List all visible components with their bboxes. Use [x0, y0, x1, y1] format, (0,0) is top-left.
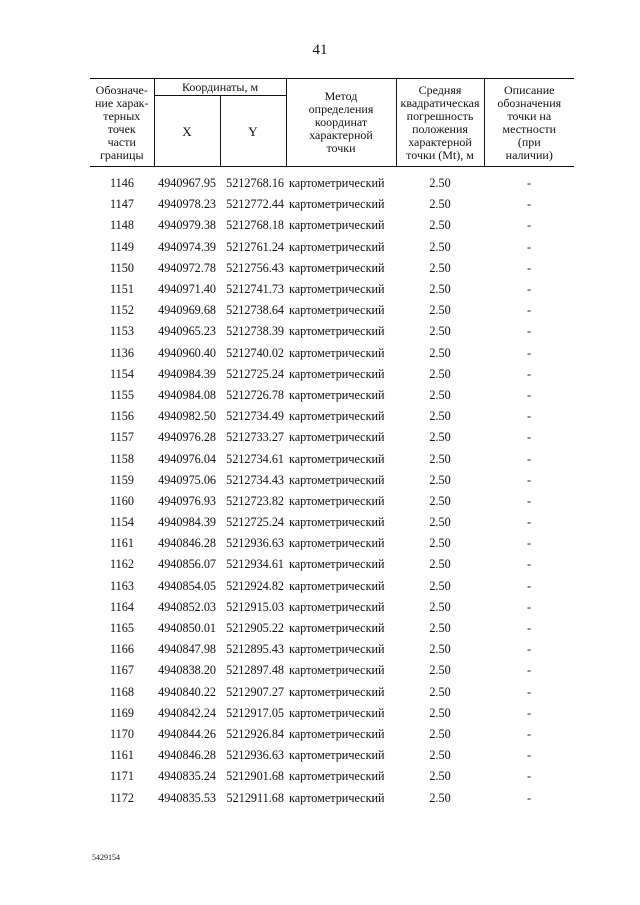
- table-row: [90, 300, 574, 321]
- cell-error: 2.50: [429, 578, 451, 593]
- cell-point-id: 1163: [110, 578, 134, 593]
- cell-y: 5212734.49: [226, 409, 284, 424]
- cell-x: 4940844.26: [158, 726, 216, 741]
- cell-point-id: 1151: [110, 282, 134, 297]
- cell-y: 5212911.68: [226, 790, 284, 805]
- cell-description: -: [526, 493, 532, 508]
- table-row: [90, 258, 574, 279]
- cell-error: 2.50: [429, 663, 451, 678]
- cell-method: картометрический: [289, 726, 385, 741]
- cell-x: 4940984.08: [158, 387, 216, 402]
- header-point-id: Обозначе- ние харак- терных точек части границы: [90, 79, 154, 167]
- cell-method: картометрический: [289, 239, 385, 254]
- cell-x: 4940969.68: [158, 303, 216, 318]
- cell-error: 2.50: [429, 557, 451, 572]
- cell-point-id: 1166: [110, 642, 134, 657]
- cell-method: картометрический: [289, 345, 385, 360]
- cell-point-id: 1161: [110, 748, 134, 763]
- cell-method: картометрический: [289, 493, 385, 508]
- cell-point-id: 1148: [110, 218, 134, 233]
- cell-error: 2.50: [429, 515, 451, 530]
- table-row: [90, 745, 574, 766]
- cell-x: 4940984.39: [158, 515, 216, 530]
- cell-error: 2.50: [429, 493, 451, 508]
- table-row: [90, 385, 574, 406]
- cell-error: 2.50: [429, 239, 451, 254]
- cell-x: 4940982.50: [158, 409, 216, 424]
- cell-method: картометрический: [289, 536, 385, 551]
- table-row: [90, 576, 574, 597]
- cell-error: 2.50: [429, 599, 451, 614]
- table-row: [90, 682, 574, 703]
- cell-y: 5212740.02: [226, 345, 284, 360]
- header-error: Средняя квадратическая погрешность положения характерной точки (Mt), м: [396, 79, 484, 167]
- cell-error: 2.50: [429, 176, 451, 191]
- table-row: [90, 167, 574, 195]
- cell-description: -: [526, 324, 532, 339]
- cell-method: картометрический: [289, 515, 385, 530]
- cell-error: 2.50: [429, 366, 451, 381]
- cell-y: 5212734.43: [226, 472, 284, 487]
- cell-error: 2.50: [429, 387, 451, 402]
- table-row: [90, 597, 574, 618]
- cell-description: -: [526, 451, 532, 466]
- cell-error: 2.50: [429, 705, 451, 720]
- cell-point-id: 1150: [110, 260, 134, 275]
- header-y: Y: [220, 96, 286, 167]
- cell-method: картометрический: [289, 303, 385, 318]
- header-method: Метод определения координат характерной точки: [286, 79, 396, 167]
- cell-point-id: 1167: [110, 663, 134, 678]
- cell-method: картометрический: [289, 282, 385, 297]
- cell-y: 5212723.82: [226, 493, 284, 508]
- table-row: [90, 724, 574, 745]
- cell-method: картометрический: [289, 790, 385, 805]
- table-row: [90, 618, 574, 639]
- cell-y: 5212936.63: [226, 748, 284, 763]
- cell-method: картометрический: [289, 642, 385, 657]
- cell-y: 5212936.63: [226, 536, 284, 551]
- table-body: [90, 167, 574, 809]
- cell-x: 4940840.22: [158, 684, 216, 699]
- cell-error: 2.50: [429, 260, 451, 275]
- cell-error: 2.50: [429, 472, 451, 487]
- boundary-points-table: [90, 78, 574, 809]
- cell-x: 4940856.07: [158, 557, 216, 572]
- cell-method: картометрический: [289, 387, 385, 402]
- cell-x: 4940846.28: [158, 536, 216, 551]
- cell-point-id: 1160: [110, 493, 134, 508]
- cell-description: -: [526, 769, 532, 784]
- cell-x: 4940967.95: [158, 176, 216, 191]
- table-row: [90, 703, 574, 724]
- table-row: [90, 406, 574, 427]
- cell-x: 4940842.24: [158, 705, 216, 720]
- header-x: X: [154, 96, 220, 167]
- cell-x: 4940835.53: [158, 790, 216, 805]
- cell-method: картометрический: [289, 663, 385, 678]
- cell-description: -: [526, 197, 532, 212]
- table-row: [90, 237, 574, 258]
- cell-description: -: [526, 578, 532, 593]
- cell-y: 5212738.64: [226, 303, 284, 318]
- cell-y: 5212901.68: [226, 769, 284, 784]
- cell-method: картометрический: [289, 197, 385, 212]
- table-row: [90, 321, 574, 342]
- cell-x: 4940847.98: [158, 642, 216, 657]
- cell-error: 2.50: [429, 536, 451, 551]
- cell-x: 4940838.20: [158, 663, 216, 678]
- cell-description: -: [526, 599, 532, 614]
- cell-error: 2.50: [429, 748, 451, 763]
- cell-method: картометрический: [289, 366, 385, 381]
- cell-error: 2.50: [429, 345, 451, 360]
- cell-description: -: [526, 536, 532, 551]
- table-header: [90, 79, 574, 167]
- cell-y: 5212733.27: [226, 430, 284, 445]
- table-row: [90, 554, 574, 575]
- cell-error: 2.50: [429, 621, 451, 636]
- document-code: 5429154: [92, 853, 120, 862]
- cell-description: -: [526, 642, 532, 657]
- cell-method: картометрический: [289, 578, 385, 593]
- cell-y: 5212768.18: [226, 218, 284, 233]
- cell-error: 2.50: [429, 684, 451, 699]
- cell-description: -: [526, 260, 532, 275]
- cell-description: -: [526, 282, 532, 297]
- cell-error: 2.50: [429, 324, 451, 339]
- cell-description: -: [526, 621, 532, 636]
- cell-x: 4940852.03: [158, 599, 216, 614]
- cell-point-id: 1165: [110, 621, 134, 636]
- cell-point-id: 1170: [110, 726, 134, 741]
- cell-description: -: [526, 790, 532, 805]
- cell-x: 4940835.24: [158, 769, 216, 784]
- cell-y: 5212725.24: [226, 515, 284, 530]
- table-row: [90, 194, 574, 215]
- cell-description: -: [526, 366, 532, 381]
- cell-y: 5212761.24: [226, 239, 284, 254]
- cell-y: 5212917.05: [226, 705, 284, 720]
- cell-error: 2.50: [429, 218, 451, 233]
- table-row: [90, 448, 574, 469]
- cell-point-id: 1156: [110, 409, 134, 424]
- cell-method: картометрический: [289, 451, 385, 466]
- cell-x: 4940960.40: [158, 345, 216, 360]
- header-description: Описание обозначения точки на местности (при наличии): [484, 79, 574, 167]
- cell-method: картометрический: [289, 430, 385, 445]
- cell-y: 5212725.24: [226, 366, 284, 381]
- header-coordinates-group: Координаты, м: [154, 79, 286, 96]
- cell-method: картометрический: [289, 176, 385, 191]
- cell-description: -: [526, 472, 532, 487]
- cell-y: 5212897.48: [226, 663, 284, 678]
- cell-x: 4940965.23: [158, 324, 216, 339]
- table-row: [90, 343, 574, 364]
- cell-description: -: [526, 663, 532, 678]
- table-row: [90, 660, 574, 681]
- cell-point-id: 1147: [110, 197, 134, 212]
- cell-y: 5212768.16: [226, 176, 284, 191]
- table-row: [90, 491, 574, 512]
- cell-y: 5212926.84: [226, 726, 284, 741]
- cell-x: 4940972.78: [158, 260, 216, 275]
- cell-x: 4940978.23: [158, 197, 216, 212]
- table-row: [90, 364, 574, 385]
- cell-description: -: [526, 430, 532, 445]
- cell-point-id: 1171: [110, 769, 134, 784]
- cell-point-id: 1154: [110, 515, 134, 530]
- cell-description: -: [526, 748, 532, 763]
- cell-method: картометрический: [289, 769, 385, 784]
- cell-point-id: 1155: [110, 387, 134, 402]
- cell-x: 4940974.39: [158, 239, 216, 254]
- table-row: [90, 215, 574, 236]
- table-row: [90, 639, 574, 660]
- cell-description: -: [526, 557, 532, 572]
- cell-point-id: 1158: [110, 451, 134, 466]
- cell-point-id: 1146: [110, 176, 134, 191]
- cell-description: -: [526, 409, 532, 424]
- cell-method: картометрический: [289, 705, 385, 720]
- cell-y: 5212756.43: [226, 260, 284, 275]
- table-row: [90, 279, 574, 300]
- cell-y: 5212907.27: [226, 684, 284, 699]
- cell-x: 4940846.28: [158, 748, 216, 763]
- cell-method: картометрический: [289, 409, 385, 424]
- cell-point-id: 1169: [110, 705, 134, 720]
- cell-description: -: [526, 705, 532, 720]
- cell-y: 5212905.22: [226, 621, 284, 636]
- cell-y: 5212738.39: [226, 324, 284, 339]
- cell-x: 4940975.06: [158, 472, 216, 487]
- cell-error: 2.50: [429, 303, 451, 318]
- table-row: [90, 787, 574, 808]
- table-row: [90, 766, 574, 787]
- cell-x: 4940979.38: [158, 218, 216, 233]
- cell-method: картометрический: [289, 684, 385, 699]
- cell-error: 2.50: [429, 451, 451, 466]
- cell-method: картометрический: [289, 557, 385, 572]
- cell-x: 4940976.28: [158, 430, 216, 445]
- cell-error: 2.50: [429, 726, 451, 741]
- cell-y: 5212915.03: [226, 599, 284, 614]
- cell-x: 4940976.04: [158, 451, 216, 466]
- cell-description: -: [526, 515, 532, 530]
- cell-method: картометрический: [289, 621, 385, 636]
- cell-error: 2.50: [429, 282, 451, 297]
- cell-description: -: [526, 345, 532, 360]
- cell-method: картометрический: [289, 260, 385, 275]
- cell-point-id: 1161: [110, 536, 134, 551]
- cell-x: 4940976.93: [158, 493, 216, 508]
- cell-point-id: 1168: [110, 684, 134, 699]
- cell-description: -: [526, 303, 532, 318]
- cell-description: -: [526, 726, 532, 741]
- cell-description: -: [526, 176, 532, 191]
- cell-description: -: [526, 387, 532, 402]
- table-row: [90, 470, 574, 491]
- cell-point-id: 1154: [110, 366, 134, 381]
- cell-method: картометрический: [289, 324, 385, 339]
- cell-point-id: 1149: [110, 239, 134, 254]
- cell-point-id: 1152: [110, 303, 134, 318]
- cell-error: 2.50: [429, 409, 451, 424]
- cell-point-id: 1164: [110, 599, 134, 614]
- cell-point-id: 1162: [110, 557, 134, 572]
- cell-error: 2.50: [429, 790, 451, 805]
- cell-point-id: 1157: [110, 430, 134, 445]
- cell-y: 5212734.61: [226, 451, 284, 466]
- cell-y: 5212741.73: [226, 282, 284, 297]
- cell-error: 2.50: [429, 769, 451, 784]
- cell-description: -: [526, 239, 532, 254]
- table-row: [90, 427, 574, 448]
- cell-error: 2.50: [429, 430, 451, 445]
- cell-x: 4940850.01: [158, 621, 216, 636]
- cell-y: 5212895.43: [226, 642, 284, 657]
- table-row: [90, 512, 574, 533]
- cell-x: 4940854.05: [158, 578, 216, 593]
- cell-method: картометрический: [289, 218, 385, 233]
- cell-method: картометрический: [289, 748, 385, 763]
- cell-point-id: 1159: [110, 472, 134, 487]
- cell-error: 2.50: [429, 642, 451, 657]
- page-number: 41: [312, 42, 328, 58]
- cell-error: 2.50: [429, 197, 451, 212]
- cell-x: 4940984.39: [158, 366, 216, 381]
- cell-point-id: 1136: [110, 345, 134, 360]
- cell-description: -: [526, 684, 532, 699]
- cell-y: 5212772.44: [226, 197, 284, 212]
- cell-x: 4940971.40: [158, 282, 216, 297]
- table-row: [90, 533, 574, 554]
- cell-description: -: [526, 218, 532, 233]
- cell-y: 5212934.61: [226, 557, 284, 572]
- cell-method: картометрический: [289, 599, 385, 614]
- cell-y: 5212726.78: [226, 387, 284, 402]
- cell-point-id: 1172: [110, 790, 134, 805]
- cell-method: картометрический: [289, 472, 385, 487]
- cell-y: 5212924.82: [226, 578, 284, 593]
- cell-point-id: 1153: [110, 324, 134, 339]
